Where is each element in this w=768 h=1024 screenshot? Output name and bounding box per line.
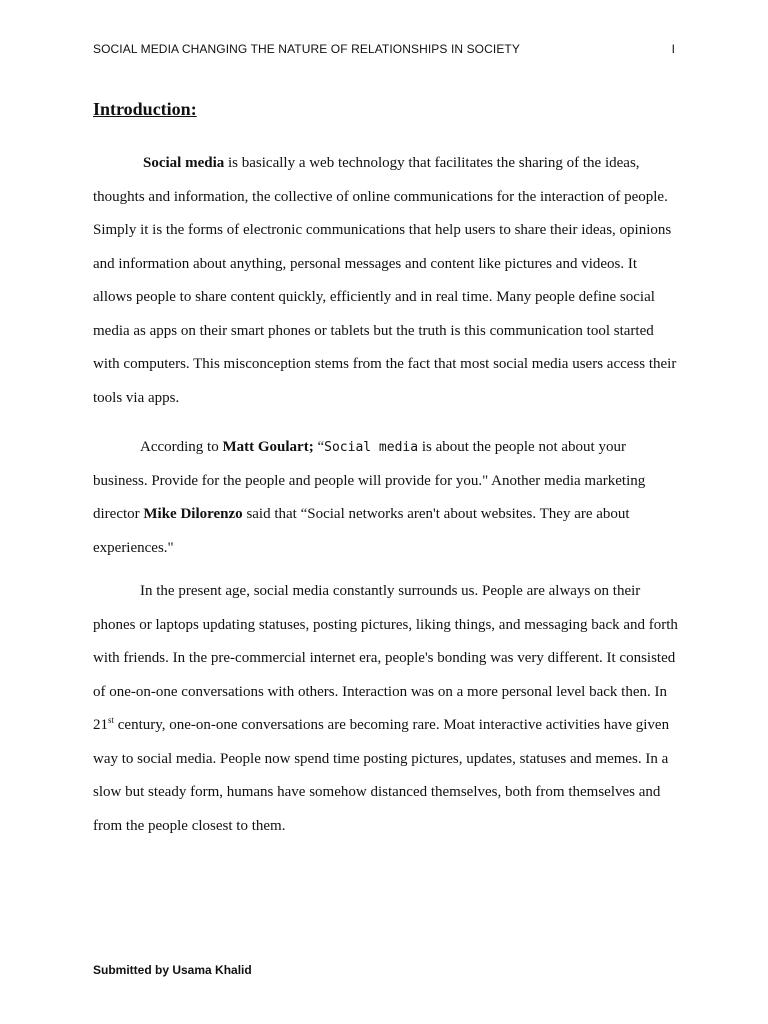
quote-lead: According to bbox=[140, 439, 223, 455]
page-header bbox=[93, 42, 675, 56]
term-social-media: Social media bbox=[143, 155, 225, 171]
section-heading: Introduction: bbox=[93, 99, 197, 119]
quote-text-1: is about the people not about your business. Provide for the people and people will provide for you." Another media marketing director bbox=[93, 439, 646, 522]
present-age-text-1: In the present age, social media constantly surrounds us. People are always on their phones or laptops updating statuses, posting pictures, liking things, and messaging back and forth with friends. In the pre-commercial internet era, people's bonding was very different. It consisted of one-on-one conversations with others. Interaction was on a more personal level back then. In 21 bbox=[93, 583, 678, 733]
paragraph-definition-text: is basically a web technology that facilitates the sharing of the ideas, thoughts and information, the collective of online communications for the interaction of people. Simply it is the forms of electronic communications that help users to share their ideas, opinions and information about anything, personal messages and content like pictures and videos. It allows people to share content quickly, efficiently and in real time. Many people define social media as apps on their smart phones or tablets but the truth is this communication tool started with computers. This misconception stems from the fact that most social media users access their tools via apps. bbox=[93, 155, 677, 406]
quote-open: “ bbox=[313, 439, 325, 455]
person-matt-goulart: Matt Goulart; bbox=[222, 439, 314, 455]
present-age-text-2: century, one-on-one conversations are becoming rare. Moat interactive activities have given way to social media. People now spend time posting pictures, updates, statuses and memes. In a slow but steady form, humans have somehow distanced themselves, both from themselves and from the people closest to them. bbox=[93, 717, 670, 834]
page-number: I bbox=[671, 42, 675, 56]
quote-text-2: said that “Social networks aren't about websites. They are about experiences." bbox=[93, 506, 630, 556]
ordinal-superscript: st bbox=[108, 715, 115, 725]
paragraph-present-age bbox=[93, 575, 678, 843]
person-mike-dilorenzo: Mike Dilorenzo bbox=[143, 506, 243, 522]
paragraph-definition bbox=[93, 147, 678, 415]
paragraph-quotes bbox=[93, 431, 678, 565]
page-footer: Submitted by Usama Khalid bbox=[93, 963, 252, 977]
quote-term: Social media bbox=[324, 440, 419, 455]
running-title: SOCIAL MEDIA CHANGING THE NATURE OF RELATIONSHIPS IN SOCIETY bbox=[93, 42, 520, 56]
